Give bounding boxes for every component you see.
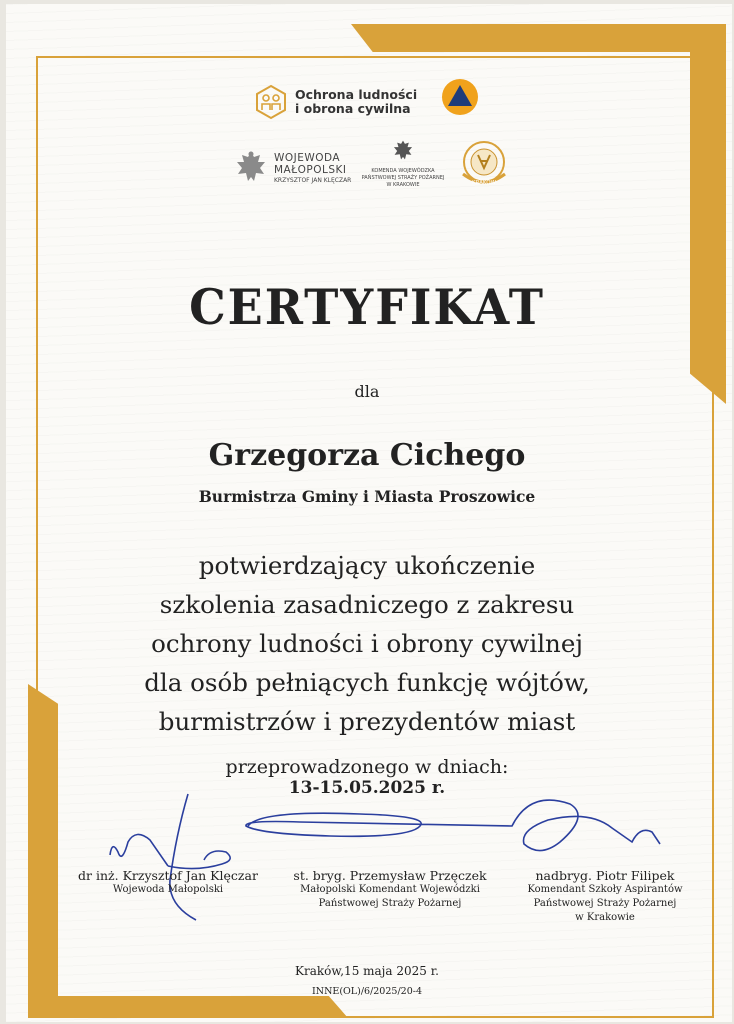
wojewoda-text-line3: KRZYSZTOF JAN KLĘCZAR	[274, 176, 352, 184]
signatory-name: dr inż. Krzysztof Jan Klęczar	[78, 868, 258, 883]
komenda-text-line2: PAŃSTWOWEJ STRAŻY POŻARNEJ	[361, 175, 445, 181]
wojewoda-text-line2: MAŁOPOLSKI	[274, 163, 347, 176]
eagle-emblem-icon	[234, 148, 268, 188]
signatory-3	[505, 869, 705, 925]
ocl-text-line1: Ochrona ludności	[295, 87, 418, 102]
civil-defence-icon	[441, 78, 479, 116]
komenda-logo	[358, 138, 448, 189]
signatory-2	[275, 869, 505, 911]
ocl-text-line2: i obrona cywilna	[295, 101, 411, 116]
body-line: ochrony ludności i obrony cywilnej	[151, 629, 583, 658]
szkola-city-text: KRAKÓW	[471, 180, 497, 186]
signatory-title: w Krakowie	[575, 912, 635, 923]
for-label: dla	[354, 382, 380, 401]
course-dates: 13-15.05.2025 r.	[288, 778, 446, 798]
signatory-title: Małopolski Komendant Wojewódzki	[300, 884, 480, 895]
signatory-title: Komendant Szkoły Aspirantów	[527, 884, 683, 895]
szkola-logo	[456, 138, 512, 186]
signatory-name: st. bryg. Przemysław Przęczek	[293, 868, 487, 883]
certificate-body	[0, 546, 734, 741]
komenda-eagle-icon	[392, 138, 414, 164]
reference-number: INNE(OL)/6/2025/20-4	[312, 986, 422, 997]
carried-out-label: przeprowadzonego w dniach:	[225, 756, 509, 778]
certificate-title: CERTYFIKAT	[189, 278, 545, 336]
place-date: Kraków,15 maja 2025 r.	[295, 964, 439, 978]
signatory-name: nadbryg. Piotr Filipek	[535, 868, 675, 883]
body-line: dla osób pełniących funkcję wójtów,	[144, 668, 590, 697]
wojewoda-text-line1: WOJEWODA	[274, 151, 341, 164]
wojewoda-logo	[234, 148, 351, 188]
signatory-1	[68, 869, 268, 897]
ocl-emblem-icon	[255, 84, 287, 120]
signatory-title: Państwowej Straży Pożarnej	[533, 898, 677, 909]
body-line: burmistrzów i prezydentów miast	[158, 707, 576, 736]
recipient-role: Burmistrza Gminy i Miasta Proszowice	[198, 487, 536, 506]
gold-band-top	[351, 24, 713, 52]
body-line: szkolenia zasadniczego z zakresu	[159, 590, 575, 619]
signatory-title: Wojewoda Małopolski	[112, 884, 224, 895]
komenda-text-line3: W KRAKOWIE	[386, 182, 420, 188]
ocl-logo	[255, 84, 417, 120]
recipient-name: Grzegorza Cichego	[208, 438, 526, 473]
body-line: potwierdzający ukończenie	[198, 551, 536, 580]
signatory-title: Państwowej Straży Pożarnej	[318, 898, 462, 909]
komenda-text-line1: KOMENDA WOJEWÓDZKA	[371, 168, 435, 174]
